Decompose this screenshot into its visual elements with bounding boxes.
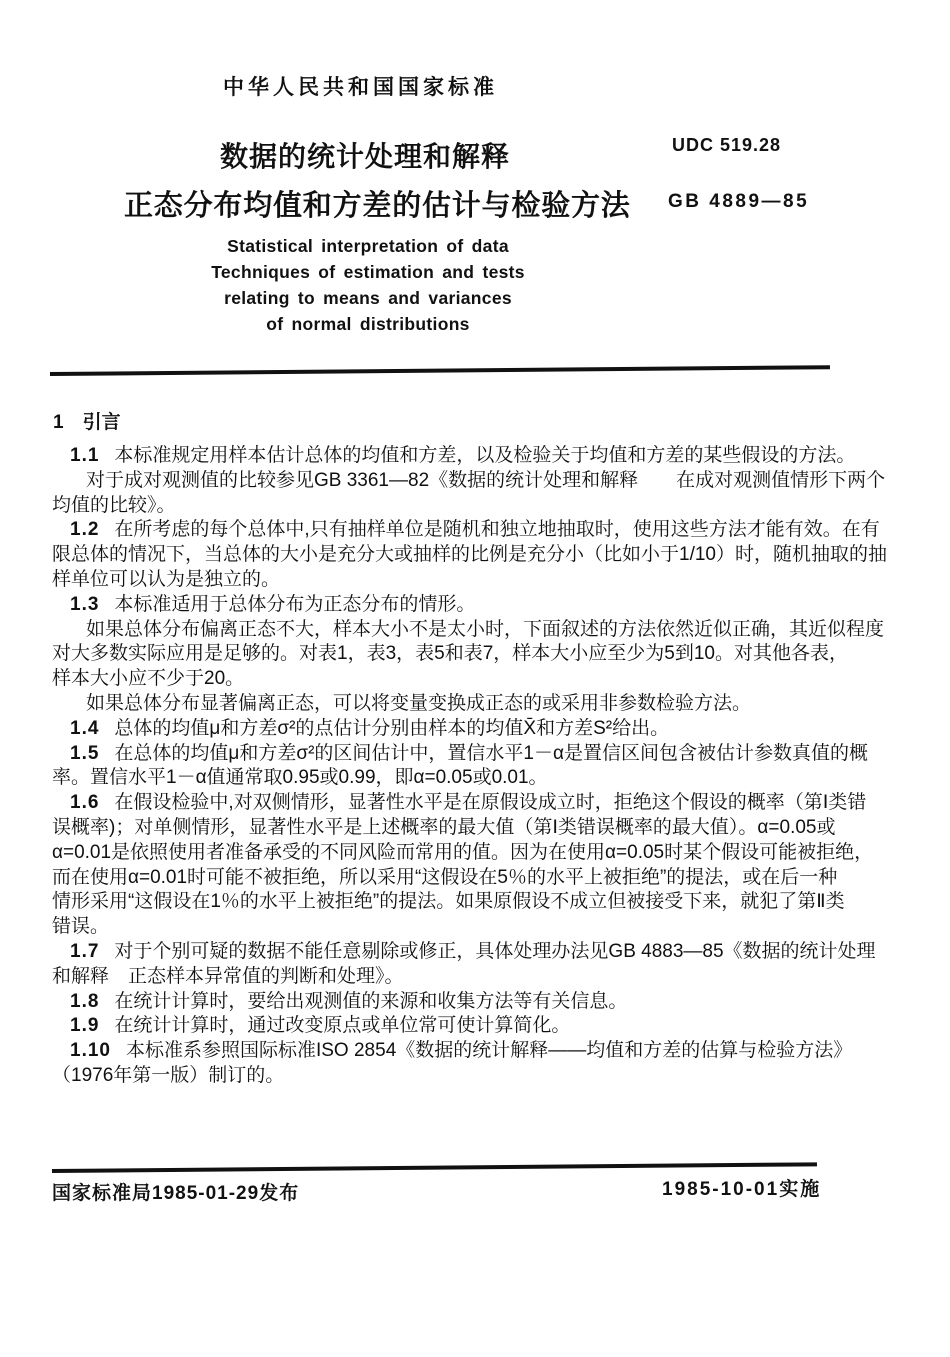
clause-text: 误概率)；对单侧情形，显著性水平是上述概率的最大值（第Ⅰ类错误概率的最大值）。α=0.05或 [52,816,836,838]
text-line [52,915,912,940]
header-divider-rule [50,365,830,376]
text-line [52,469,912,494]
clause-text: 和解释 正态样本异常值的判断和处理》。 [52,965,404,987]
clause-number: 1.3 [70,593,100,615]
clause-text: 在假设检验中,对双侧情形，显著性水平是在原假设成立时，拒绝这个假设的概率（第Ⅰ类错 [114,792,867,814]
text-line [52,965,912,990]
clause-text: 本标准系参照国际标准ISO 2854《数据的统计解释——均值和方差的估算与检验方法》 [125,1040,853,1062]
clause-text: 本标准适用于总体分布为正态分布的情形。 [114,593,476,615]
clause-text: 如果总体分布偏离正态不大，样本大小不是太小时，下面叙述的方法依然近似正确，其近似程度 [86,618,885,640]
clause-number: 1.9 [70,1015,100,1037]
clause-text: 在统计计算时，要给出观测值的来源和收集方法等有关信息。 [114,990,628,1012]
clause-number: 1.1 [70,445,100,466]
document-title-en-line3: relating to means and variances [224,288,512,308]
text-line [52,766,912,791]
clause-number: 1.10 [70,1040,111,1062]
clause-number: 1.5 [70,742,100,764]
standard-code: GB 4889—85 [668,191,810,212]
document-title-en [148,233,588,337]
text-line [52,494,912,519]
clause-text: 错误。 [52,916,110,938]
clause-text: 本标准规定用样本估计总体的均值和方差，以及检验关于均值和方差的某些假设的方法。 [114,445,856,466]
document-title-en-line4: of normal distributions [266,314,470,334]
text-line [52,568,912,593]
text-line [52,742,912,767]
clause-text: 在统计计算时，通过改变原点或单位常可使计算简化。 [114,1015,571,1037]
text-line [52,816,912,841]
text-line [52,444,912,469]
issued-by-date: 国家标准局1985-01-29发布 [52,1183,300,1204]
clause-text: 在总体的均值μ和方差σ²的区间估计中，置信水平1－α是置信区间包含被估计参数真值的概 [114,742,868,764]
clause-text: 在所考虑的每个总体中,只有抽样单位是随机和独立地抽取时，使用这些方法才能有效。在有 [114,519,880,541]
clause-text: 而在使用α=0.01时可能不被拒绝，所以采用“这假设在5％的水平上被拒绝”的提法，或在后一种 [52,866,838,888]
clause-text: 情形采用“这假设在1％的水平上被拒绝”的提法。如果原假设不成立但被接受下来，就犯了第Ⅱ类 [52,891,845,913]
clause-text: 总体的均值μ和方差σ²的点估计分别由样本的均值X̄和方差S²给出。 [114,717,670,739]
text-line [52,1064,912,1089]
clause-text: 对于成对观测值的比较参见GB 3361—82《数据的统计处理和解释 在成对观测值情形下两个 [86,469,886,491]
clause-text: 率。置信水平1－α值通常取0.95或0.99，即α=0.05或0.01。 [52,767,548,789]
document-title-cn-line2: 正态分布均值和方差的估计与检验方法 [124,190,631,222]
clause-number: 1.7 [70,940,100,962]
clause-text: 限总体的情况下，当总体的大小是充分大或抽样的比例是充分小（比如小于1/10）时，随机抽取的抽 [52,544,887,566]
clause-number: 1.6 [70,792,100,814]
text-line [52,791,912,816]
text-line [52,890,912,915]
clause-text: 对大多数实际应用是足够的。对表1，表3，表5和表7，样本大小应至少为5到10。对其他各表， [52,643,848,665]
text-line [52,1039,912,1064]
text-line [52,593,912,618]
document-title-en-line1: Statistical interpretation of data [227,236,509,256]
text-line [52,841,912,866]
document-title-cn-line1: 数据的统计处理和解释 [220,141,511,172]
text-line [52,667,912,692]
text-line [52,940,912,965]
clause-text: 均值的比较》。 [52,494,176,516]
text-line [52,717,912,742]
udc-classification: UDC 519.28 [672,135,782,155]
clause-text: 对于个别可疑的数据不能任意剔除或修正，具体处理办法见GB 4883—85《数据的统计处理 [114,940,876,962]
text-line [52,642,912,667]
clause-number: 1.4 [70,717,100,739]
text-line [52,692,912,717]
clause-text: 如果总体分布显著偏离正态，可以将变量变换成正态的或采用非参数检验方法。 [86,692,752,714]
national-standard-label: 中华人民共和国国家标准 [223,76,498,99]
clause-number: 1.2 [70,519,100,541]
text-line [52,1014,912,1039]
clause-text: （1976年第一版）制订的。 [52,1064,285,1086]
text-line [52,543,912,568]
effective-date: 1985-10-01实施 [662,1179,822,1200]
clause-number: 1.8 [70,990,100,1012]
section-heading: 1 引言 [53,412,121,433]
body-text [52,444,912,1089]
document-title-en-line2: Techniques of estimation and tests [211,262,525,282]
footer-divider-rule [52,1162,817,1172]
clause-text: α=0.01是依照使用者准备承受的不同风险而常用的值。因为在使用α=0.05时某个假设可能被拒绝， [52,841,874,863]
text-line [52,866,912,891]
text-line [52,518,912,543]
clause-text: 样单位可以认为是独立的。 [52,568,281,590]
text-line [52,990,912,1015]
text-line [52,618,912,643]
clause-text: 样本大小应不少于20。 [52,668,245,690]
